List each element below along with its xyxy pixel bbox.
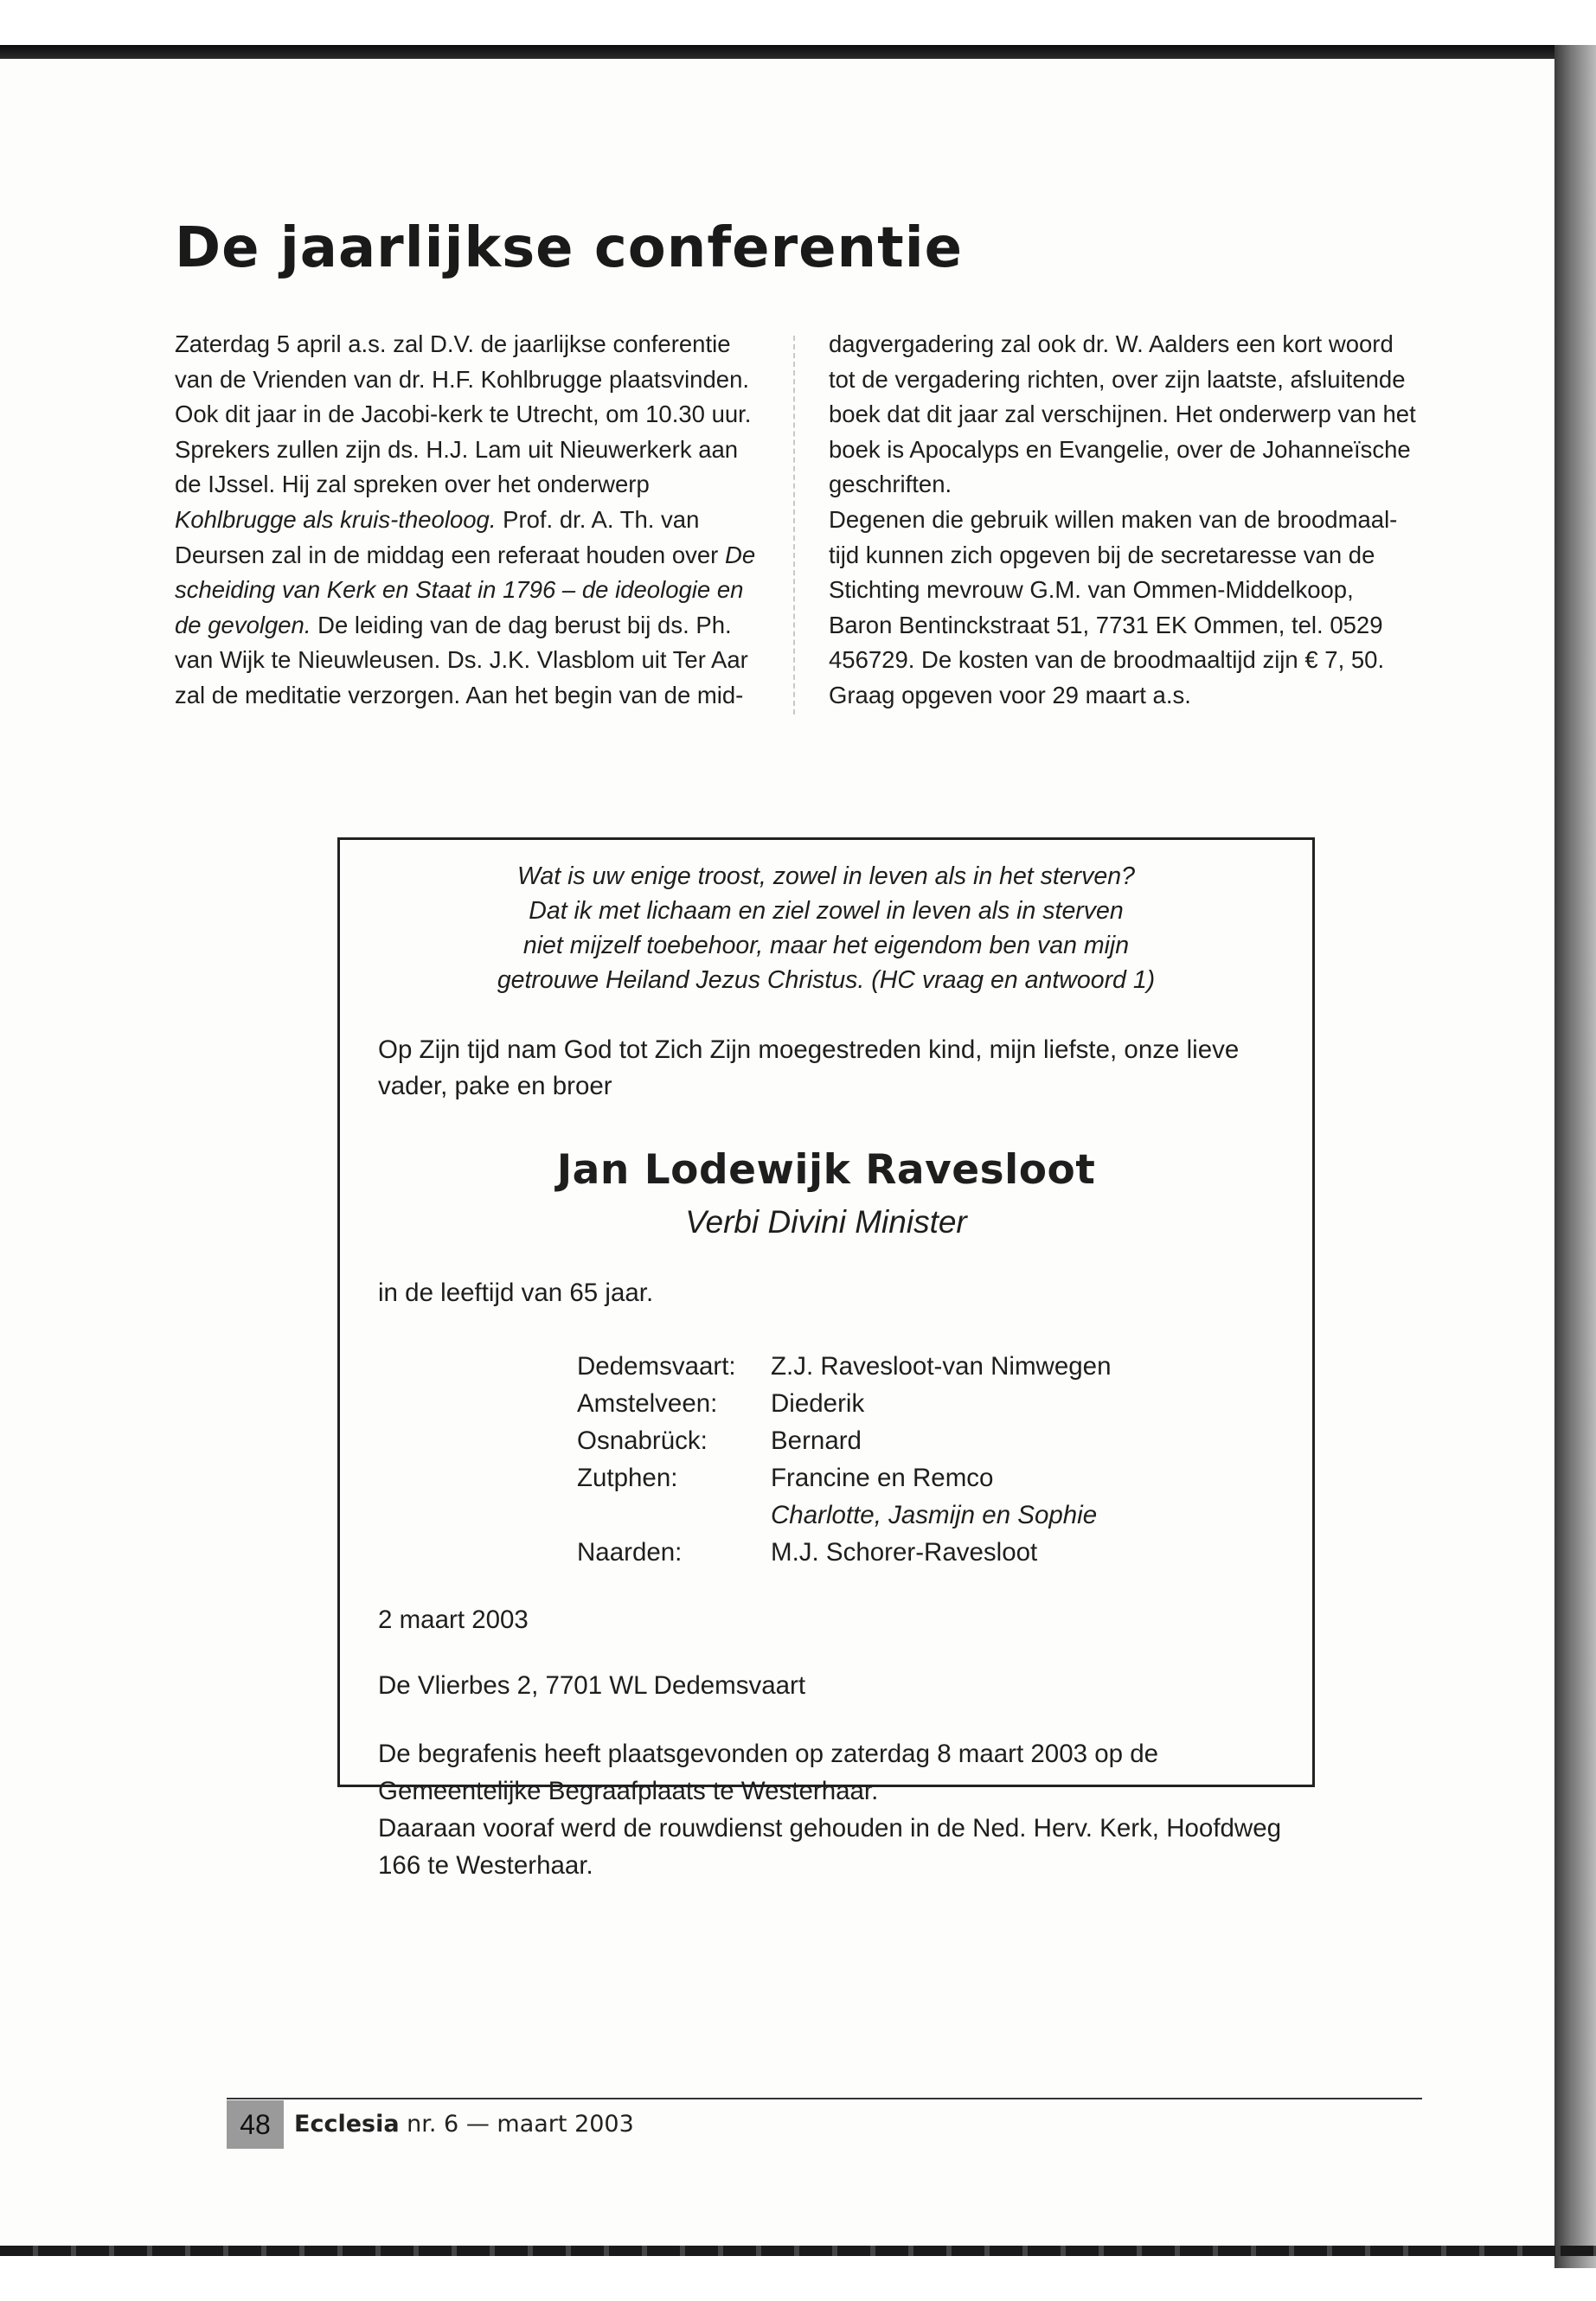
deceased-age: in de leeftijd van 65 jaar. [378, 1279, 654, 1307]
notice-date: 2 maart 2003 [378, 1606, 529, 1634]
family-names: Charlotte, Jasmijn en Sophie [771, 1501, 1098, 1529]
family-row [577, 1385, 1111, 1422]
family-row [577, 1534, 1111, 1571]
family-row [577, 1348, 1111, 1385]
article-column-right [829, 327, 1417, 714]
article-text: De leiding van de dag berust bij ds. Ph. van Wijk te Nieuwleusen. Ds. J.K. Vlasblom uit Ter Aar zal de meditatie verzorgen. Aan het begin van de mid- [175, 611, 748, 708]
quote-line: Wat is uw enige troost, zowel in leven als in het sterven? [517, 862, 1135, 890]
family-row [577, 1497, 1111, 1534]
quote-line: Dat ik met lichaam en ziel zowel in leven als in sterven [529, 897, 1124, 925]
family-names: Bernard [771, 1426, 862, 1455]
deceased-name: Jan Lodewijk Ravesloot [556, 1146, 1096, 1194]
article-title: De jaarlijkse conferentie [175, 216, 964, 280]
article-column-left [175, 327, 765, 714]
family-place [577, 1497, 771, 1534]
family-row [577, 1422, 1111, 1459]
family-names: Z.J. Ravesloot-van Nimwegen [771, 1352, 1112, 1381]
scan-edge-bottom [0, 2246, 1596, 2256]
article-title-reference: De scheiding van Kerk en Staat in 1796 – de ideologie en de gevolgen. [175, 541, 756, 638]
deceased-title: Verbi Divini Minister [685, 1204, 967, 1240]
family-place: Amstelveen: [577, 1389, 718, 1418]
family-names: Diederik [771, 1389, 865, 1418]
funeral-text: De begrafenis heeft plaatsgevonden op zaterdag 8 maart 2003 op de Gemeentelijke Begraafplaats te Westerhaar. [378, 1740, 1159, 1805]
family-place: Dedemsvaart: [577, 1352, 736, 1381]
notice-announcement: Op Zijn tijd nam God tot Zich Zijn moegestreden kind, mijn liefste, onze lieve vader, pake en broer [378, 1035, 1240, 1100]
article-paragraph-1 [175, 327, 765, 714]
family-names: M.J. Schorer-Ravesloot [771, 1538, 1038, 1567]
family-place: Osnabrück: [577, 1426, 708, 1455]
issue-info: nr. 6 — maart 2003 [399, 2111, 634, 2138]
magazine-name: Ecclesia [294, 2111, 400, 2138]
column-divider [793, 336, 795, 715]
article-paragraph-3: Degenen die gebruik willen maken van de broodmaal-tijd kunnen zich opgeven bij de secretaresse van de Stichting mevrouw G.M. van Ommen-Middelkoop, Baron Bentinckstraat 51, 7731 EK Ommen, tel. 0529 456729. De kosten van de broodmaaltijd zijn € 7, 50. Graag opgeven voor 29 maart a.s. [829, 505, 1398, 708]
article-text: Prof. dr. A. Th. van Deursen zal in de middag een referaat houden over [175, 505, 725, 568]
quote-line: niet mijzelf toebehoor, maar het eigendom ben van mijn [522, 932, 1130, 959]
funeral-text: Daaraan vooraf werd de rouwdienst gehouden in de Ned. Herv. Kerk, Hoofdweg 166 te Westerhaar. [378, 1814, 1282, 1880]
family-row [577, 1459, 1111, 1497]
footer-rule [227, 2098, 1422, 2099]
death-notice [337, 837, 1315, 1880]
notice-quote [361, 859, 1292, 997]
funeral-info [378, 1735, 1292, 1884]
family-place: Zutphen: [577, 1464, 678, 1492]
article-paragraph-2: dagvergadering zal ook dr. W. Aalders een kort woord tot de vergadering richten, over zijn laatste, afsluitende boek dat dit jaar zal verschijnen. Het onderwerp van het boek is Apocalyps en Evangelie, over de Johanneïsche geschriften. [829, 330, 1416, 498]
scan-edge-right [1554, 45, 1596, 2268]
notice-address: De Vlierbes 2, 7701 WL Dedemsvaart [378, 1671, 806, 1700]
quote-line: getrouwe Heiland Jezus Christus. (HC vraag en antwoord 1) [497, 966, 1156, 994]
family-place: Naarden: [577, 1538, 683, 1567]
family-names: Francine en Remco [771, 1464, 994, 1492]
scan-edge-top [0, 45, 1596, 59]
page-number: 48 [227, 2100, 284, 2149]
footer-masthead [294, 2111, 634, 2138]
article-text: Zaterdag 5 april a.s. zal D.V. de jaarlijkse conferentie van de Vrienden van dr. H.F. Kohlbrugge plaatsvinden. Ook dit jaar in de Jacobi-kerk te Utrecht, om 10.30 uur. Sprekers zullen zijn ds. H.J. Lam uit Nieuwerkerk aan de IJssel. Hij zal spreken over het onderwerp [175, 330, 752, 498]
family-list [577, 1348, 1111, 1571]
article-title-reference: Kohlbrugge als kruis-theoloog. [175, 505, 497, 533]
